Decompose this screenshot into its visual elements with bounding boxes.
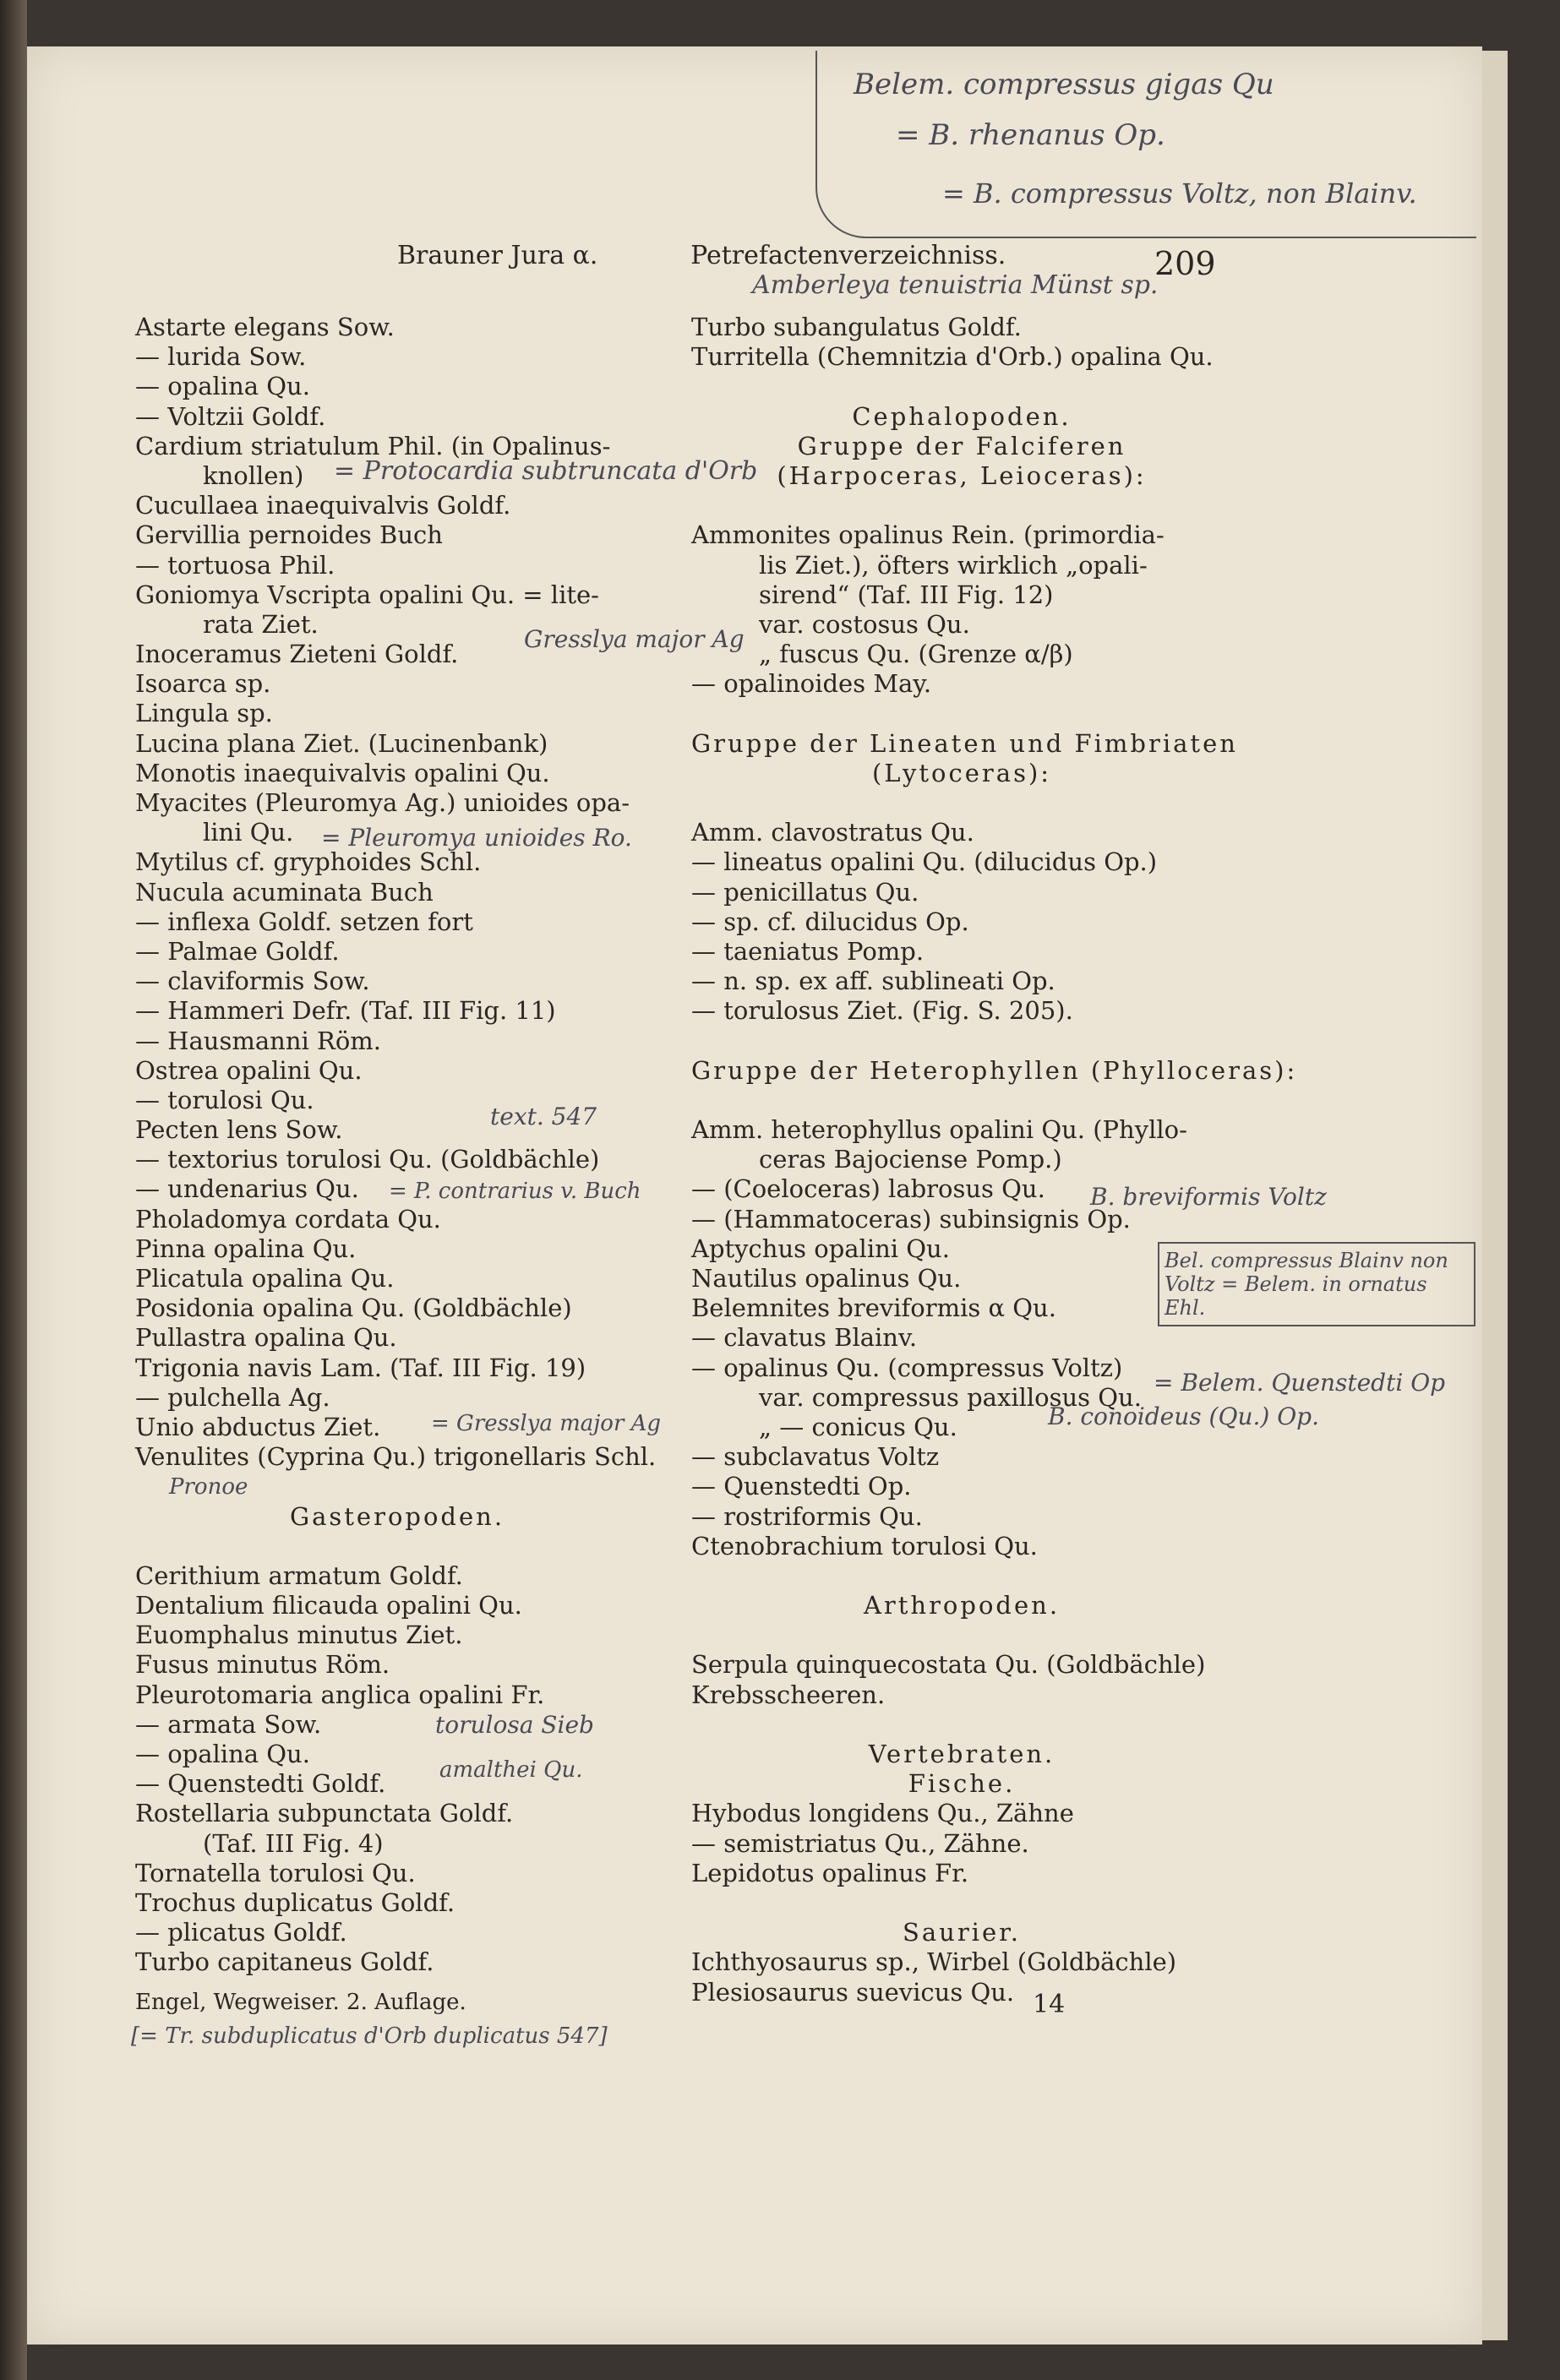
handwritten-note: = Belem. Quenstedti Op <box>1154 1369 1446 1397</box>
entry-line: Tornatella torulosi Qu. <box>135 1858 416 1887</box>
runner-left: Brauner Jura α. <box>397 241 598 270</box>
entry-line: Posidonia opalina Qu. (Goldbächle) <box>135 1293 572 1323</box>
handwritten-note: = Gresslya major Ag <box>431 1411 662 1436</box>
entry-line: — (Coeloceras) labrosus Qu. <box>691 1174 1045 1204</box>
entry-line: — (Hammatoceras) subinsignis Op. <box>691 1204 1131 1234</box>
entry-line <box>691 491 1232 520</box>
entry-line: Plesiosaurus suevicus Qu. <box>691 1977 1015 2007</box>
handwritten-note: torulosa Sieb <box>435 1711 594 1739</box>
entry-line: Serpula quinquecostata Qu. (Goldbächle) <box>691 1650 1206 1680</box>
entry-line: — clavatus Blainv. <box>691 1323 918 1353</box>
entry-line: Nautilus opalinus Qu. <box>691 1264 962 1293</box>
entry-line: — lurida Sow. <box>135 342 307 372</box>
handwritten-note: = B. compressus Voltz, non Blainv. <box>942 177 1417 210</box>
entry-line: Pinna opalina Qu. <box>135 1234 357 1263</box>
entry-line <box>691 1027 1232 1056</box>
entry-line: Inoceramus Zieteni Goldf. <box>135 640 459 669</box>
handwritten-note: Amberleya tenuistria Münst sp. <box>752 270 1159 300</box>
entry-line: — Voltzii Goldf. <box>135 401 326 431</box>
entry-line: — semistriatus Qu., Zähne. <box>691 1828 1029 1858</box>
entry-line: — Quenstedti Op. <box>691 1472 912 1501</box>
entry-line: Cardium striatulum Phil. (in Opalinus- <box>135 431 611 460</box>
entry-line: Gervillia pernoides Buch <box>135 520 443 550</box>
handwritten-note: = Protocardia subtruncata d'Orb <box>334 456 758 486</box>
handwritten-note: [= Tr. subduplicatus d'Orb duplicatus 547] <box>131 2023 608 2049</box>
handwritten-note: Gresslya major Ag <box>524 625 745 653</box>
entry-line: — inflexa Goldf. setzen fort <box>135 907 473 936</box>
entry-line <box>691 372 1232 401</box>
right-column <box>691 313 1298 2007</box>
handwritten-note: text. 547 <box>490 1103 597 1130</box>
book-spine <box>0 0 27 2380</box>
entry-line: Lepidotus opalinus Fr. <box>691 1858 969 1887</box>
handwritten-note: = P. contrarius v. Buch <box>389 1179 641 1204</box>
entry-line: Trigonia navis Lam. (Taf. III Fig. 19) <box>135 1353 586 1382</box>
entry-line: — Hammeri Defr. (Taf. III Fig. 11) <box>135 996 556 1026</box>
entry-line: — rostriformis Qu. <box>691 1501 923 1531</box>
entry-line: Pholadomya cordata Qu. <box>135 1204 441 1234</box>
section-heading: (Harpoceras, Leioceras): <box>777 460 1147 490</box>
entry-line: — subclavatus Voltz <box>691 1442 940 1472</box>
entry-line <box>691 1561 1232 1591</box>
entry-line: — lineatus opalini Qu. (dilucidus Op.) <box>691 847 1158 877</box>
section-heading: Gruppe der Heterophyllen (Phylloceras): <box>691 1055 1298 1085</box>
entry-line: Plicatula opalina Qu. <box>135 1264 395 1293</box>
entry-line: — pulchella Ag. <box>135 1382 330 1412</box>
entry-line: Amm. clavostratus Qu. <box>691 818 974 847</box>
entry-line: Turritella (Chemnitzia d'Orb.) opalina Qu. <box>691 342 1214 372</box>
entry-line: — tortuosa Phil. <box>135 550 335 580</box>
entry-line: Fusus minutus Röm. <box>135 1650 390 1680</box>
entry-line: — textorius torulosi Qu. (Goldbächle) <box>135 1145 600 1174</box>
handwritten-note: amalthei Qu. <box>439 1757 583 1783</box>
handwritten-note-box: Bel. compressus Blainv non Voltz = Belem. in ornatus Ehl. <box>1158 1242 1475 1326</box>
entry-line: Myacites (Pleuromya Ag.) unioides opa- <box>135 788 630 817</box>
entry-line: Aptychus opalini Qu. <box>691 1234 950 1263</box>
entry-line <box>691 1888 1232 1918</box>
entry-line: Trochus duplicatus Goldf. <box>135 1887 455 1917</box>
footer-imprint: Engel, Wegweiser. 2. Auflage. <box>135 1990 466 2015</box>
page-number: 209 <box>1154 245 1216 282</box>
entry-line: Pecten lens Sow. <box>135 1115 343 1145</box>
entry-line: „ fuscus Qu. (Grenze α/β) <box>759 640 1073 669</box>
handwritten-note: = B. rhenanus Op. <box>896 118 1165 152</box>
entry-line: Mytilus cf. gryphoides Schl. <box>135 847 482 877</box>
entry-line: — opalina Qu. <box>135 1740 310 1768</box>
entry-line: „ — conicus Qu. <box>759 1412 957 1441</box>
entry-line: var. costosus Qu. <box>759 609 970 639</box>
entry-line: — torulosus Ziet. (Fig. S. 205). <box>691 996 1073 1026</box>
entry-line <box>135 1532 659 1561</box>
entry-line: — n. sp. ex aff. sublineati Op. <box>691 967 1055 996</box>
entry-line: Cerithium armatum Goldf. <box>135 1560 463 1590</box>
entry-line: Ichthyosaurus sp., Wirbel (Goldbächle) <box>691 1947 1177 1977</box>
entry-line: knollen) <box>203 460 304 490</box>
entry-line: Lingula sp. <box>135 699 273 728</box>
runner-center: Petrefactenverzeichniss. <box>690 241 1006 270</box>
entry-line <box>691 1710 1232 1740</box>
entry-line: — penicillatus Qu. <box>691 877 919 907</box>
entry-line: Unio abductus Ziet. <box>135 1412 381 1441</box>
entry-line: Ctenobrachium torulosi Qu. <box>691 1531 1038 1560</box>
entry-line: Euomphalus minutus Ziet. <box>135 1620 463 1650</box>
entry-line: — armata Sow. <box>135 1709 322 1739</box>
entry-line: Hybodus longidens Qu., Zähne <box>691 1799 1074 1828</box>
entry-line: Venulites (Cyprina Qu.) trigonellaris Schl. <box>135 1442 657 1472</box>
entry-line <box>691 788 1232 818</box>
entry-line: — sp. cf. dilucidus Op. <box>691 907 969 936</box>
entry-line: Cucullaea inaequivalvis Goldf. <box>135 491 511 520</box>
section-heading: Gasteropoden. <box>289 1501 505 1531</box>
entry-line: Monotis inaequivalvis opalini Qu. <box>135 758 550 787</box>
entry-line: — plicatus Goldf. <box>135 1918 347 1947</box>
entry-line: Isoarca sp. <box>135 669 271 699</box>
handwritten-note: B. conoideus (Qu.) Op. <box>1048 1402 1319 1430</box>
entry-line <box>691 1620 1232 1650</box>
signature-mark: 14 <box>1033 1990 1066 2019</box>
entry-line: Turbo subangulatus Goldf. <box>691 313 1022 341</box>
entry-line: Amm. heterophyllus opalini Qu. (Phyllo- <box>691 1115 1187 1145</box>
entry-line: lini Qu. <box>203 818 294 847</box>
page-edge <box>1482 51 1508 2340</box>
entry-line: — opalina Qu. <box>135 372 310 401</box>
entry-line: Goniomya Vscripta opalini Qu. = lite- <box>135 580 599 609</box>
entry-line: — torulosi Qu. <box>135 1085 314 1114</box>
handwritten-note: B. breviformis Voltz <box>1090 1183 1327 1211</box>
entry-line: — opalinus Qu. (compressus Voltz) <box>691 1353 1123 1382</box>
entry-line: ceras Bajociense Pomp.) <box>759 1145 1062 1174</box>
entry-line: Ammonites opalinus Rein. (primordia- <box>691 520 1165 550</box>
handwritten-note: Pronoe <box>169 1474 248 1500</box>
entry-line: Lucina plana Ziet. (Lucinenbank) <box>135 728 548 758</box>
entry-line: Astarte elegans Sow. <box>135 313 395 341</box>
entry-line: sirend“ (Taf. III Fig. 12) <box>759 580 1054 609</box>
entry-line: — Palmae Goldf. <box>135 936 340 966</box>
entry-line: lis Ziet.), öfters wirklich „opali- <box>759 550 1148 580</box>
entry-line: — Hausmanni Röm. <box>135 1026 382 1055</box>
section-heading: (Lytoceras): <box>871 758 1052 787</box>
handwritten-note: = Pleuromya unioides Ro. <box>321 824 632 852</box>
section-heading: Vertebraten. <box>868 1740 1055 1768</box>
section-heading: Arthropoden. <box>863 1591 1061 1620</box>
section-heading: Saurier. <box>902 1918 1022 1947</box>
entry-line: var. compressus paxillosus Qu. <box>759 1382 1142 1412</box>
section-heading: Gruppe der Falciferen <box>797 431 1126 460</box>
entry-line: Turbo capitaneus Goldf. <box>135 1947 434 1977</box>
entry-line: Pullastra opalina Qu. <box>135 1323 397 1353</box>
entry-line: — claviformis Sow. <box>135 967 370 996</box>
entry-line: Krebsscheeren. <box>691 1680 886 1709</box>
entry-line: (Taf. III Fig. 4) <box>203 1828 384 1858</box>
handwritten-note: Belem. compressus gigas Qu <box>854 68 1274 101</box>
entry-line: Belemnites breviformis α Qu. <box>691 1293 1056 1323</box>
entry-line: Nucula acuminata Buch <box>135 877 434 907</box>
entry-line: Rostellaria subpunctata Goldf. <box>135 1799 514 1828</box>
entry-line <box>691 1086 1232 1115</box>
section-heading: Gruppe der Lineaten und Fimbriaten <box>691 728 1238 758</box>
section-heading: Fische. <box>908 1769 1016 1799</box>
entry-line: — opalinoides May. <box>691 669 932 699</box>
entry-line: — Quenstedti Goldf. <box>135 1769 386 1799</box>
entry-line: Dentalium filicauda opalini Qu. <box>135 1591 522 1620</box>
entry-line: Ostrea opalini Qu. <box>135 1055 363 1085</box>
entry-line <box>691 699 1232 728</box>
running-header <box>397 241 1251 270</box>
entry-line: Pleurotomaria anglica opalini Fr. <box>135 1680 545 1709</box>
entry-line: — undenarius Qu. <box>135 1174 359 1204</box>
entry-line: — taeniatus Pomp. <box>691 936 925 966</box>
section-heading: Cephalopoden. <box>852 401 1072 431</box>
entry-line: rata Ziet. <box>203 609 319 639</box>
